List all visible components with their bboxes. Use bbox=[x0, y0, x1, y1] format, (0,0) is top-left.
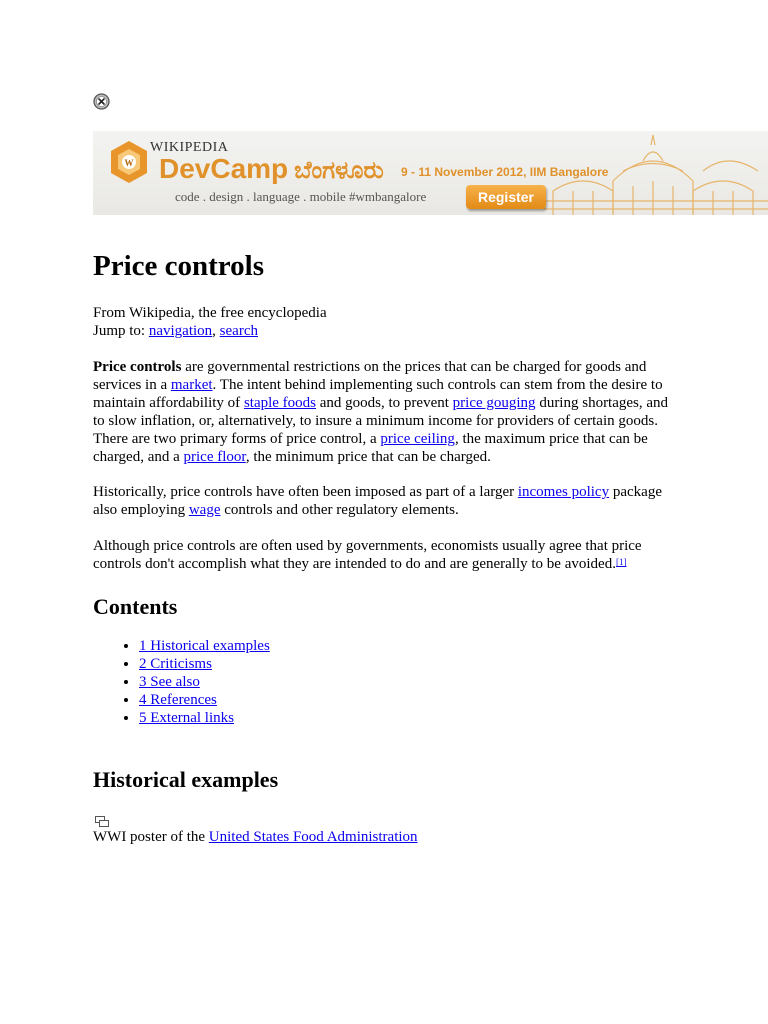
toc-link-historical-examples[interactable]: 1 Historical examples bbox=[139, 638, 270, 654]
history-text-2: package also employing bbox=[93, 484, 662, 518]
historical-examples-heading: Historical examples bbox=[93, 767, 279, 792]
intro-text-3: and goods, to prevent bbox=[316, 395, 453, 411]
toc-link-see-also[interactable]: 3 See also bbox=[139, 674, 200, 690]
toc-link-references[interactable]: 4 References bbox=[139, 692, 217, 708]
history-paragraph bbox=[93, 483, 673, 519]
toc-item bbox=[139, 691, 270, 709]
jump-navigation-link[interactable]: navigation bbox=[148, 323, 213, 339]
jump-to-line bbox=[93, 322, 327, 340]
incomes-policy-link[interactable]: incomes policy bbox=[517, 484, 610, 500]
banner-title-kannada: ಬೆಂಗಳೂರು bbox=[294, 157, 384, 184]
intro-text-2: . The intent behind implementing such controls can stem from the desire to maintain affordability of bbox=[93, 377, 663, 411]
staple-foods-link[interactable]: staple foods bbox=[243, 395, 317, 411]
intro-bold-term: Price controls bbox=[93, 359, 182, 375]
history-text-3: controls and other regulatory elements. bbox=[220, 502, 459, 518]
jump-search-link[interactable]: search bbox=[219, 323, 258, 339]
devcamp-banner[interactable] bbox=[93, 131, 768, 215]
intro-text-5: , the maximum price that can be charged, and a bbox=[93, 431, 648, 465]
toc-item bbox=[139, 673, 270, 691]
banner-title bbox=[159, 153, 384, 185]
toc-item bbox=[139, 655, 270, 673]
page-title: Price controls bbox=[93, 250, 264, 282]
from-line: From Wikipedia, the free encyclopedia bbox=[93, 305, 327, 321]
svg-text:W: W bbox=[124, 158, 134, 168]
history-text-1: Historically, price controls have often been imposed as part of a larger bbox=[93, 484, 518, 500]
article-meta bbox=[93, 304, 327, 340]
table-of-contents bbox=[93, 637, 270, 727]
broken-image-icon[interactable] bbox=[95, 816, 109, 827]
intro-paragraph bbox=[93, 358, 673, 466]
image-caption bbox=[93, 828, 418, 846]
banner-title-en: DevCamp bbox=[159, 153, 289, 184]
banner-tagline: code . design . language . mobile #wmbangalore bbox=[175, 189, 427, 204]
wage-link[interactable]: wage bbox=[188, 502, 221, 518]
jump-to-label: Jump to: bbox=[93, 323, 149, 339]
caption-text: WWI poster of the bbox=[93, 829, 209, 845]
palace-illustration-icon bbox=[543, 131, 768, 215]
intro-text-4: during shortages, and to slow inflation, or, alternatively, to insure a minimum income for providers of certain goods. There are two primary forms of price control, a bbox=[93, 395, 669, 447]
contents-heading: Contents bbox=[93, 594, 178, 619]
reference-1-link[interactable]: [1] bbox=[615, 557, 627, 567]
toc-link-criticisms[interactable]: 2 Criticisms bbox=[139, 656, 212, 672]
toc-item bbox=[139, 709, 270, 727]
wikimedia-logo-icon bbox=[107, 139, 151, 187]
intro-text-6: , the minimum price that can be charged. bbox=[245, 449, 491, 465]
price-ceiling-link[interactable]: price ceiling bbox=[380, 431, 455, 447]
economists-paragraph bbox=[93, 537, 673, 573]
jump-separator: , bbox=[212, 323, 220, 339]
price-floor-link[interactable]: price floor bbox=[183, 449, 246, 465]
banner-dates: 9 - 11 November 2012, IIM Bangalore bbox=[401, 165, 609, 179]
price-gouging-link[interactable]: price gouging bbox=[452, 395, 536, 411]
toc-link-external-links[interactable]: 5 External links bbox=[139, 710, 234, 726]
close-icon[interactable] bbox=[93, 93, 110, 110]
economists-text: Although price controls are often used by governments, economists usually agree that price controls don't accomplish what they are intended to do and are generally to be avoided. bbox=[93, 538, 642, 572]
market-link[interactable]: market bbox=[170, 377, 213, 393]
intro-text-1: are governmental restrictions on the prices that can be charged for goods and services in a bbox=[93, 359, 647, 393]
wikipedia-wordmark: WIKIPEDIA bbox=[150, 140, 229, 155]
food-administration-link[interactable]: United States Food Administration bbox=[208, 829, 418, 845]
toc-item bbox=[139, 637, 270, 655]
register-button[interactable]: Register bbox=[466, 185, 546, 209]
